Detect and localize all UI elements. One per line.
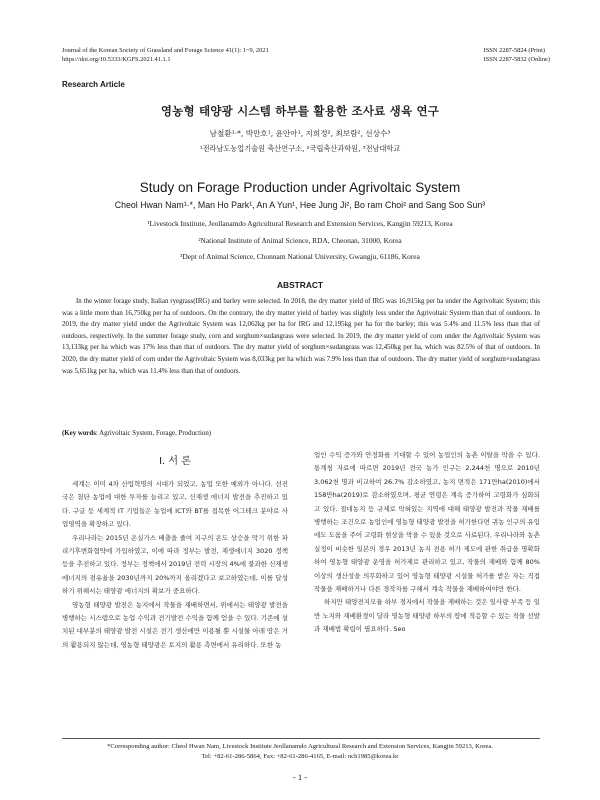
- korean-affiliations: ¹전라남도농업기술원 축산연구소, ²국립축산과학원, ³전남대학교: [199, 144, 401, 153]
- korean-title: 영농형 태양광 시스템 하부를 활용한 조사료 생육 연구: [160, 104, 440, 118]
- affiliation-2: ²National Institute of Animal Science, RDA, Cheonan, 31000, Korea: [198, 236, 402, 245]
- issn-online: ISSN 2287-5832 (Online): [483, 56, 550, 63]
- intro-paragraph-5: 하지만 태양전지모듈 하부 경지에서 작물을 재배하는 것은 일사량 부족 등 일반 노지와 재배환경이 달라 영농형 태양광 하부의 땅에 적응할 수 있는 작물 선발과 재배법 확립이 필요하다. Seo: [314, 598, 540, 634]
- affiliation-1: ¹Livestock Institute, Jeollanamdo Agricultural Research and Extension Services, Kangjin 59213, Korea: [147, 219, 453, 228]
- issn-print: ISSN 2287-5824 (Print): [483, 47, 546, 54]
- intro-paragraph-4: 업인 수익 증가와 안정화를 기대할 수 있어 농업인의 농촌 이탈을 막을 수 있다. 통계청 자료에 따르면 2019년 전국 농가 인구는 2,244천 명으로 2010년 3,062천 명과 비교하여 26.7% 감소하였고, 농지 면적은 171만ha(2010)에서 158만ha(2019)로 감소하였으며, 평균 연령은 계속 증가하여 고령화가 심화되고 있다. 절대농지 등 규제로 막혀있는 지역에 대해 태양광 발전과 작물 재배를 병행하는 조건으로 농업인에 영농형 태양광 발전을 허가한다면 귀농 인구의 유입에도 도움을 주어 고령화 현상을 막을 수 있을 것으로 사료된다. 우리나라와 농촌 실정이 비슷한 일본의 경우 2013년 농지 전용 허가 제도에 관한 취급을 명확화하여 영농형 태양광 운영을 허가제로 관리하고 있고, 작물의 재배와 함께 80% 이상의 생산성을 의무화하고 있어 영농형 태양광 시설물 허가를 받은 자는 직접 작물을 재배하거나 다른 경작자를 구해서 계속 작물을 재배하여야만 한다.: [314, 451, 540, 594]
- corresponding-author-footnote: [0, 742, 600, 762]
- keywords-text: : Agrivoltaic System, Forage, Production): [95, 430, 212, 437]
- english-title: Study on Forage Production under Agrivoltaic System: [139, 180, 461, 195]
- intro-paragraph-3: 영농형 태양광 발전은 농지에서 작물을 재배하면서, 위에서는 태양광 발전을 병행하는 시스템으로 농업 수익과 전기발전 수익을 함께 얻을 수 있다. 기존에 설치된 대부분의 태양광 발전 시설은 전기 생산에만 이용될 뿐 시설물 아래 땅은 거의 활용되지 않는데, 영농형 태양광은 토지의 활용 측면에서 유리하다. 또한 농: [62, 600, 288, 649]
- issn-block: [484, 46, 550, 64]
- footnote-divider: [62, 738, 540, 739]
- abstract-heading: ABSTRACT: [276, 280, 324, 290]
- journal-header: [62, 46, 269, 64]
- article-type-label: Research Article: [62, 80, 125, 89]
- section-heading-introduction: Ⅰ. 서 론: [159, 456, 191, 467]
- doi-link[interactable]: https://doi.org/10.5333/KGFS.2021.41.1.1: [62, 56, 171, 63]
- footnote-line-2: Tel: +82-61-286-5864, Fax: +82-61-286-4165, E-mail: nch1985@korea.kr: [201, 753, 399, 760]
- abstract-body: In the winter forage study, Italian ryegrass(IRG) and barley were selected. In 2018, the dry matter yield of IRG was 16,915kg per ha under the Agrivoltaic System; this was a little more than 16,750kg per ha of outdoors. On the contrary, the dry matter yield of barley was slightly less under the Agrivoltaic System than that of outdoors. In 2019, the dry matter yield under the Agrivoltaic System was 12,062kg per ha for IRG and 12,195kg per ha for the barley; this was 5.4% and 11.5% less than that of outdoors, respectively. In the summer forage study, corn and sorghum×sudangrass were selected. In 2019, the dry matter yield of corn under the Agrivoltaic System was 13,133kg per ha which was 17% less than that of outdoors. The dry matter yield of sorghum×sudangrass was 12,450kg per ha, which was 82.5% of that of outdoors. In 2020, the dry matter yield of corn under the Agrivoltaic System was 8,033kg per ha which was 7.9% less than that of outdoors. The dry matter yield of sorghum×sudangrass was 5,651kg per ha, which was 11.4% less than that of outdoors.: [62, 298, 540, 375]
- journal-citation: Journal of the Korean Society of Grassland and Forage Science 41(1): 1~9, 2021: [62, 47, 269, 54]
- english-authors: Cheol Hwan Nam¹·*, Man Ho Park¹, An A Yun¹, Hee Jung Ji², Bo ram Choi² and Sang Soo Sun³: [114, 200, 486, 210]
- right-column: [314, 449, 540, 637]
- affiliation-3: ³Dept of Animal Science, Chonnam National University, Gwangju, 61186, Korea: [180, 252, 420, 261]
- keywords: [62, 430, 211, 437]
- page-number: - 1 -: [292, 772, 308, 782]
- keywords-label: (Key words: [62, 430, 96, 437]
- intro-paragraph-1: 세계는 이미 4차 산업혁명의 시대가 되었고, 농업 또한 예외가 아니다. 선진국은 첨단 농업에 대한 투자를 늘리고 있고, 신재생 에너지 발전을 추진하고 있다. 구글 등 세계적 IT 기업들은 농업에 ICT와 BT를 접목한 어그테크 분야로 사업영역을 확장하고 있다.: [62, 480, 288, 529]
- footnote-line-1: *Corresponding author: Cheol Hwan Nam, Livestock Institute Jeollanamdo Agricultural Research and Extension Services, Kangjin 59213, Korea.: [107, 743, 493, 750]
- left-column: [62, 478, 288, 652]
- korean-authors: 남철환¹·*, 박만호¹, 윤안아¹, 지희정², 최보람², 선상수³: [209, 129, 391, 138]
- intro-paragraph-2: 우리나라는 2015년 온실가스 배출을 줄여 지구의 온도 상승을 막기 위한 파리기후변화협약에 가입하였고, 이에 따라 정부는 발전, 재생에너지 3020 정책 등을 추진하고 있다. 정부는 정책에서 2019년 전력 시장의 4%에 불과한 신재생 에너지의 점유율을 2030년까지 20%까지 올리겠다고 보고하였는데, 이를 달성하기 위해서는 태양광 에너지의 확보가 중요하다.: [62, 533, 288, 596]
